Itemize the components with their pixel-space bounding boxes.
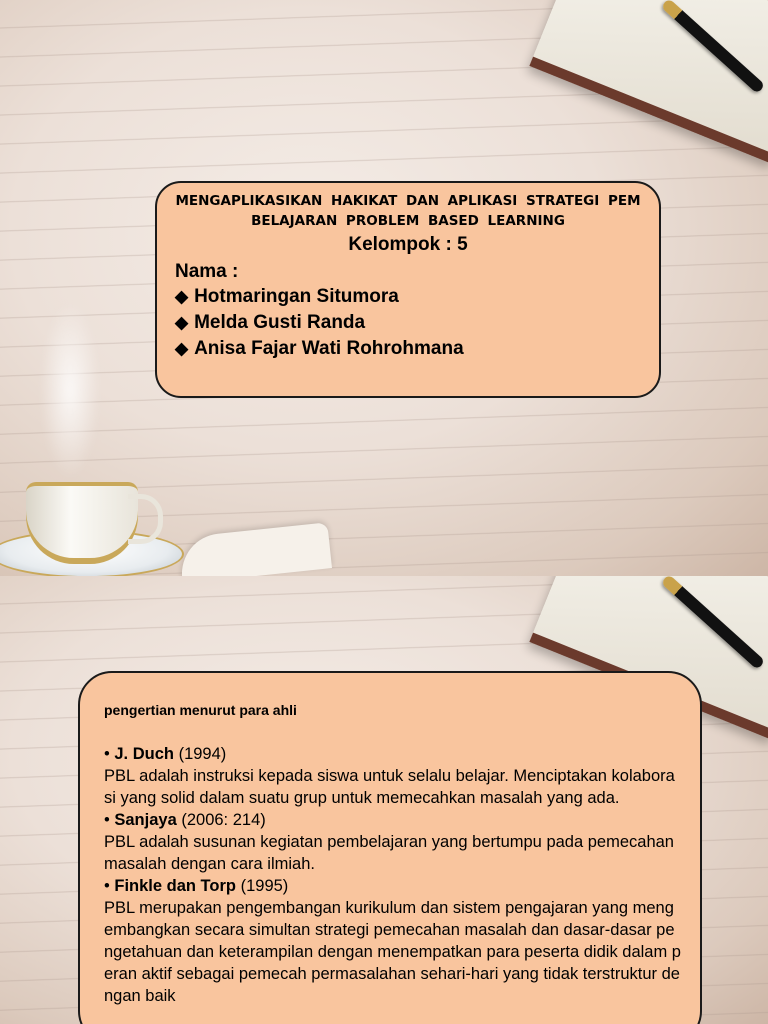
definition-text: PBL adalah susunan kegiatan pembelajaran yang bertumpu pada pemecahan masalah dengan cara ilmiah. <box>104 833 674 873</box>
author-name: Finkle dan Torp <box>114 877 236 895</box>
bullet-icon: • <box>104 877 110 895</box>
definition-text: PBL merupakan pengembangan kurikulum dan sistem pengajaran yang mengembangkan secara simultan strategi pemecahan masalah dan dasar-dasar pengetahuan dan keterampilan dengan menempatkan para peserta didik dalam peran aktif sebagai pemecah permasalahan sehari-hari yang tidak terstruktur dengan baik <box>104 899 681 1005</box>
author-name: Sanjaya <box>114 811 177 829</box>
member-name: Melda Gusti Randa <box>194 312 366 333</box>
member-item <box>175 336 659 362</box>
bullet-icon: • <box>104 811 110 829</box>
member-name: Hotmaringan Situmora <box>194 286 399 307</box>
slide-2 <box>0 576 768 1024</box>
reference-author <box>104 809 682 831</box>
diamond-bullet-icon: ◆ <box>175 287 189 306</box>
group-label: Kelompok : 5 <box>348 234 468 255</box>
bullet-icon: • <box>104 745 110 763</box>
reference-author <box>104 875 682 897</box>
teacup-decoration <box>26 482 138 564</box>
author-year: (1994) <box>178 745 227 763</box>
reference-author <box>104 743 682 765</box>
definitions-box <box>78 671 702 1024</box>
definition-text: PBL adalah instruksi kepada siswa untuk selalu belajar. Menciptakan kolaborasi yang solid dalam suatu grup untuk memecahkan masalah yang ada. <box>104 767 675 807</box>
author-name: J. Duch <box>114 745 174 763</box>
title-line: BELAJARAN PROBLEM BASED LEARNING <box>251 213 565 229</box>
member-item <box>175 310 659 336</box>
paper-decoration <box>178 522 332 576</box>
section-heading: pengertian menurut para ahli <box>104 702 297 718</box>
notebook-decoration <box>529 0 768 163</box>
diamond-bullet-icon: ◆ <box>175 313 189 332</box>
member-item <box>175 284 659 310</box>
teacup-handle-decoration <box>128 494 163 544</box>
author-year: (1995) <box>240 877 289 895</box>
title-box <box>155 181 661 398</box>
nama-label: Nama : <box>175 261 239 282</box>
steam-decoration <box>40 300 100 480</box>
diamond-bullet-icon: ◆ <box>175 339 189 358</box>
title-line: MENGAPLIKASIKAN HAKIKAT DAN APLIKASI STRATEGI PEM <box>175 193 641 209</box>
member-name: Anisa Fajar Wati Rohrohmana <box>194 338 464 359</box>
author-year: (2006: 214) <box>181 811 266 829</box>
slide-title <box>173 191 643 231</box>
